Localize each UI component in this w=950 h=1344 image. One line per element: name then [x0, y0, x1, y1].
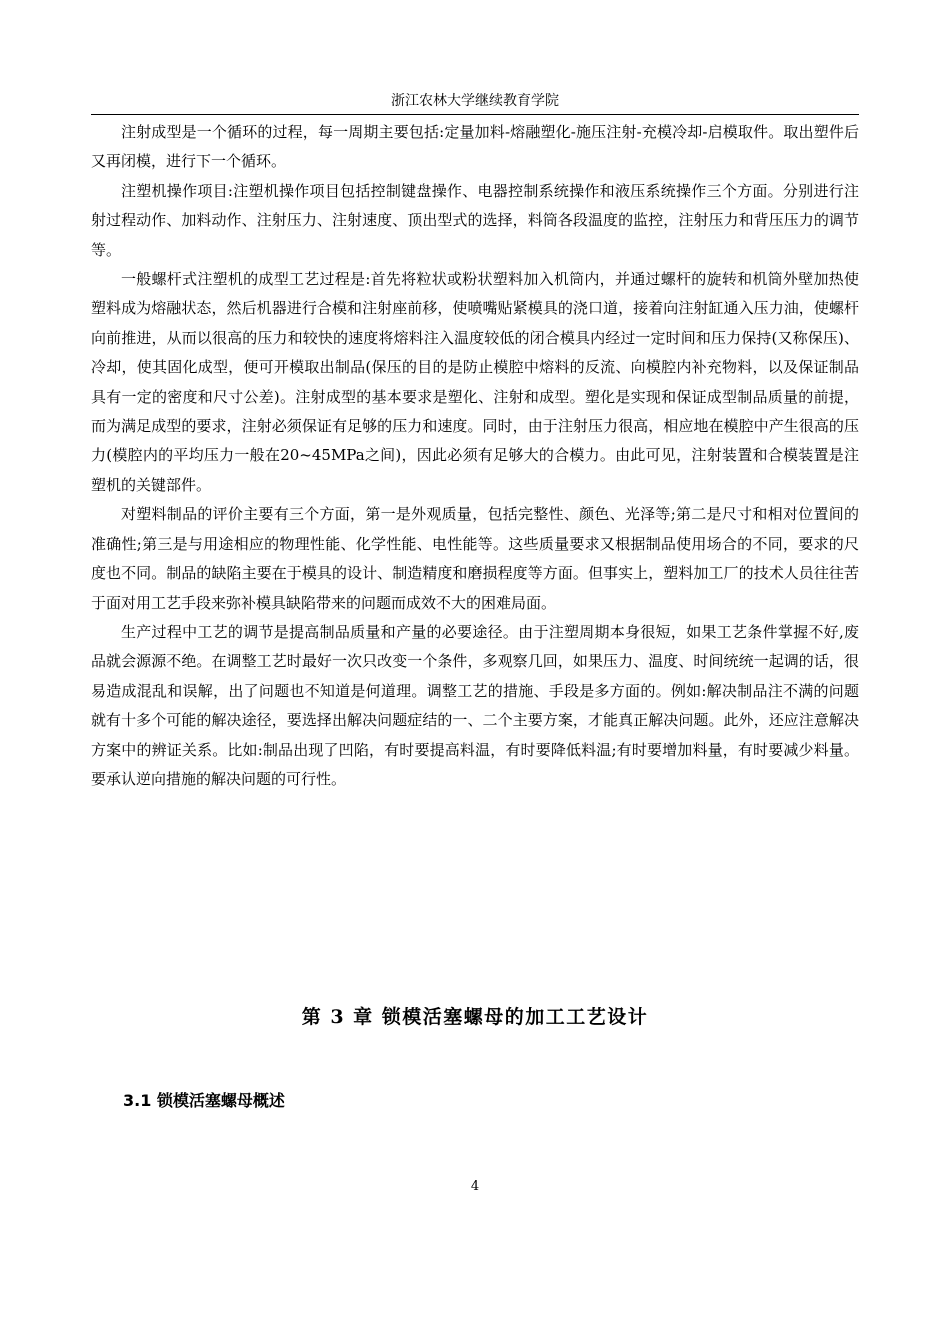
- header-divider: [91, 114, 859, 115]
- paragraph-product-evaluation: 对塑料制品的评价主要有三个方面，第一是外观质量，包括完整性、颜色、光泽等;第二是尺寸和相对位置间的准确性;第三是与用途相应的物理性能、化学性能、电性能等。这些质量要求又根据制品使用场合的不同，要求的尺度也不同。制品的缺陷主要在于模具的设计、制造精度和磨损程度等方面。但事实上，塑料加工厂的技术人员往往苦于面对用工艺手段来弥补模具缺陷带来的问题而成效不大的困难局面。: [91, 505, 859, 612]
- section-title: 3.1 锁模活塞螺母概述: [123, 1091, 285, 1110]
- paragraph-process-adjustment: 生产过程中工艺的调节是提高制品质量和产量的必要途径。由于注塑周期本身很短，如果工艺条件掌握不好,废品就会源源不绝。在调整工艺时最好一次只改变一个条件，多观察几回，如果压力、温度、时间统统一起调的话，很易造成混乱和误解，出了问题也不知道是何道理。调整工艺的措施、手段是多方面的。例如:解决制品注不满的问题就有十多个可能的解决途径，要选择出解决问题症结的一、二个主要方案，才能真正解决问题。此外，还应注意解决方案中的辨证关系。比如:制品出现了凹陷，有时要提高料温，有时要降低料温;有时要增加料量，有时要减少料量。要承认逆向措施的解决问题的可行性。: [91, 622, 859, 788]
- body-text: [91, 118, 859, 794]
- paragraph-machine-operation: 注塑机操作项目:注塑机操作项目包括控制键盘操作、电器控制系统操作和液压系统操作三个方面。分别进行注射过程动作、加料动作、注射压力、注射速度、顶出型式的选择，料筒各段温度的监控，注射压力和背压压力的调节等。: [91, 181, 859, 259]
- paragraph-molding-process: 一般螺杆式注塑机的成型工艺过程是:首先将粒状或粉状塑料加入机筒内，并通过螺杆的旋转和机筒外壁加热使塑料成为熔融状态，然后机器进行合模和注射座前移，使喷嘴贴紧模具的浇口道，接着向注射缸通入压力油，使螺杆向前推进，从而以很高的压力和较快的速度将熔料注入温度较低的闭合模具内经过一定时间和压力保持(又称保压)、冷却，使其固化成型，便可开模取出制品(保压的目的是防止模腔中熔料的反流、向模腔内补充物料，以及保证制品具有一定的密度和尺寸公差)。注射成型的基本要求是塑化、注射和成型。塑化是实现和保证成型制品质量的前提，而为满足成型的要求，注射必须保证有足够的压力和速度。同时，由于注射压力很高，相应地在模腔中产生很高的压力(模腔内的平均压力一般在20~45MPa之间)，因此必须有足够大的合模力。由此可见，注射装置和合模装置是注塑机的关键部件。: [91, 270, 859, 494]
- page-number: 4: [470, 1179, 480, 1194]
- page-header: 浙江农林大学继续教育学院: [391, 93, 559, 109]
- chapter-title: 第 3 章 锁模活塞螺母的加工工艺设计: [301, 1006, 649, 1028]
- paragraph-injection-cycle: 注射成型是一个循环的过程，每一周期主要包括:定量加料-熔融塑化-施压注射-充模冷却-启模取件。取出塑件后又再闭模，进行下一个循环。: [91, 123, 859, 171]
